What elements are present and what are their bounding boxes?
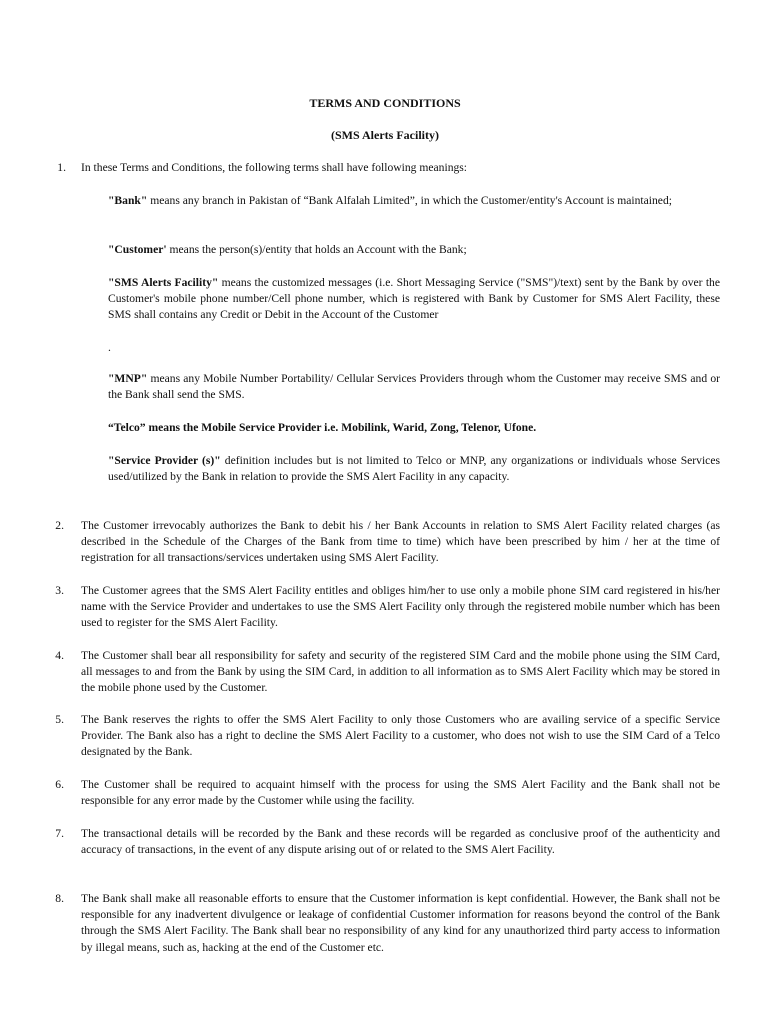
clause-number: 5. xyxy=(55,713,64,726)
definition-text: means the person(s)/entity that holds an Account with the Bank; xyxy=(166,243,467,256)
clause-text: The Bank reserves the rights to offer the SMS Alert Facility to only those Customers who are availing service of a specific Service Provider. The Bank also has a right to decline the SMS Alert Facility to a customer, who does not wish to use the SIM Card of a Telco designated by the Bank. xyxy=(81,713,720,759)
definition-bank xyxy=(108,193,720,209)
definition-text: means any branch in Pakistan of “Bank Alfalah Limited”, in which the Customer/entity's Account is maintained; xyxy=(147,194,672,207)
definition-service-provider xyxy=(108,453,720,485)
stray-dot: . xyxy=(108,341,111,354)
definition-term: "Customer' xyxy=(108,243,167,256)
clause-text: The Customer shall be required to acquaint himself with the process for using the SMS Alert Facility and the Bank shall not be responsible for any error made by the Customer while using the facility. xyxy=(81,778,720,808)
definition-text: means the customized messages (i.e. Short Messaging Service ("SMS")/text) sent by the Bank by over the Customer's mobile phone number/Cell phone number, which is registered with Bank by Customer for SMS Alert Facility, these SMS shall contains any Credit or Debit in the Account of the Customer xyxy=(108,276,720,322)
definition-term: "Service Provider (s)" xyxy=(108,454,221,467)
definition-text: “Telco” means the Mobile Service Provider i.e. Mobilink, Warid, Zong, Telenor, Ufone. xyxy=(108,421,537,434)
clause-number: 2. xyxy=(55,519,64,532)
clause-number: 4. xyxy=(55,649,64,662)
definition-mnp xyxy=(108,371,720,403)
definition-telco xyxy=(108,420,720,436)
definition-sms-alerts-facility xyxy=(108,275,720,324)
clause-number: 3. xyxy=(55,584,64,597)
clause-number: 7. xyxy=(55,827,64,840)
clause-number: 1. xyxy=(57,161,66,174)
clause-number: 8. xyxy=(55,892,64,905)
definition-text: definition includes but is not limited to Telco or MNP, any organizations or individuals whose Services used/utilized by the Bank in relation to provide the SMS Alert Facility in any capacity. xyxy=(108,454,720,484)
definition-text: means any Mobile Number Portability/ Cellular Services Providers through whom the Customer may receive SMS and or the Bank shall send the SMS. xyxy=(108,372,720,402)
clause-number: 6. xyxy=(55,778,64,791)
definition-term: "Bank" xyxy=(108,194,148,207)
clause-text: The Customer irrevocably authorizes the Bank to debit his / her Bank Accounts in relation to SMS Alert Facility related charges (as described in the Schedule of the Charges of the Bank from time to time) which have been prescribed by him / her at the time of registration for all transactions/services undertaken using SMS Alert Facility. xyxy=(81,519,720,565)
definition-term: "MNP" xyxy=(108,372,148,385)
clause-text: In these Terms and Conditions, the following terms shall have following meanings: xyxy=(81,161,468,174)
clause-text: The Bank shall make all reasonable efforts to ensure that the Customer information is kept confidential. However, the Bank shall not be responsible for any inadvertent divulgence or leakage of confidential Customer information for reasons beyond the control of the Bank through the SMS Alert Facility. The Bank shall bear no responsibility of any kind for any unauthorized third party access to information by illegal means, such as, hacking at the end of the Customer etc. xyxy=(81,892,720,954)
definition-customer xyxy=(108,242,720,258)
clause-text: The Customer agrees that the SMS Alert Facility entitles and obliges him/her to use only a mobile phone SIM card registered in his/her name with the Service Provider and undertakes to use the SMS Alert Facility only through the registered mobile number which has been used to register for the SMS Alert Facility. xyxy=(81,584,720,630)
clause-text: The Customer shall bear all responsibility for safety and security of the registered SIM Card and the mobile phone using the SIM Card, all messages to and from the Bank by using the SIM Card, in addition to all information as to SMS Alert Facility which may be stored in the mobile phone used by the Customer. xyxy=(81,649,720,695)
definition-term: "SMS Alerts Facility" xyxy=(108,276,219,289)
clause-text: The transactional details will be recorded by the Bank and these records will be regarded as conclusive proof of the authenticity and accuracy of transactions, in the event of any dispute arising out of or related to the SMS Alert Facility. xyxy=(81,827,720,857)
document-subtitle: (SMS Alerts Facility) xyxy=(331,128,439,142)
document-title: TERMS AND CONDITIONS xyxy=(309,96,461,110)
